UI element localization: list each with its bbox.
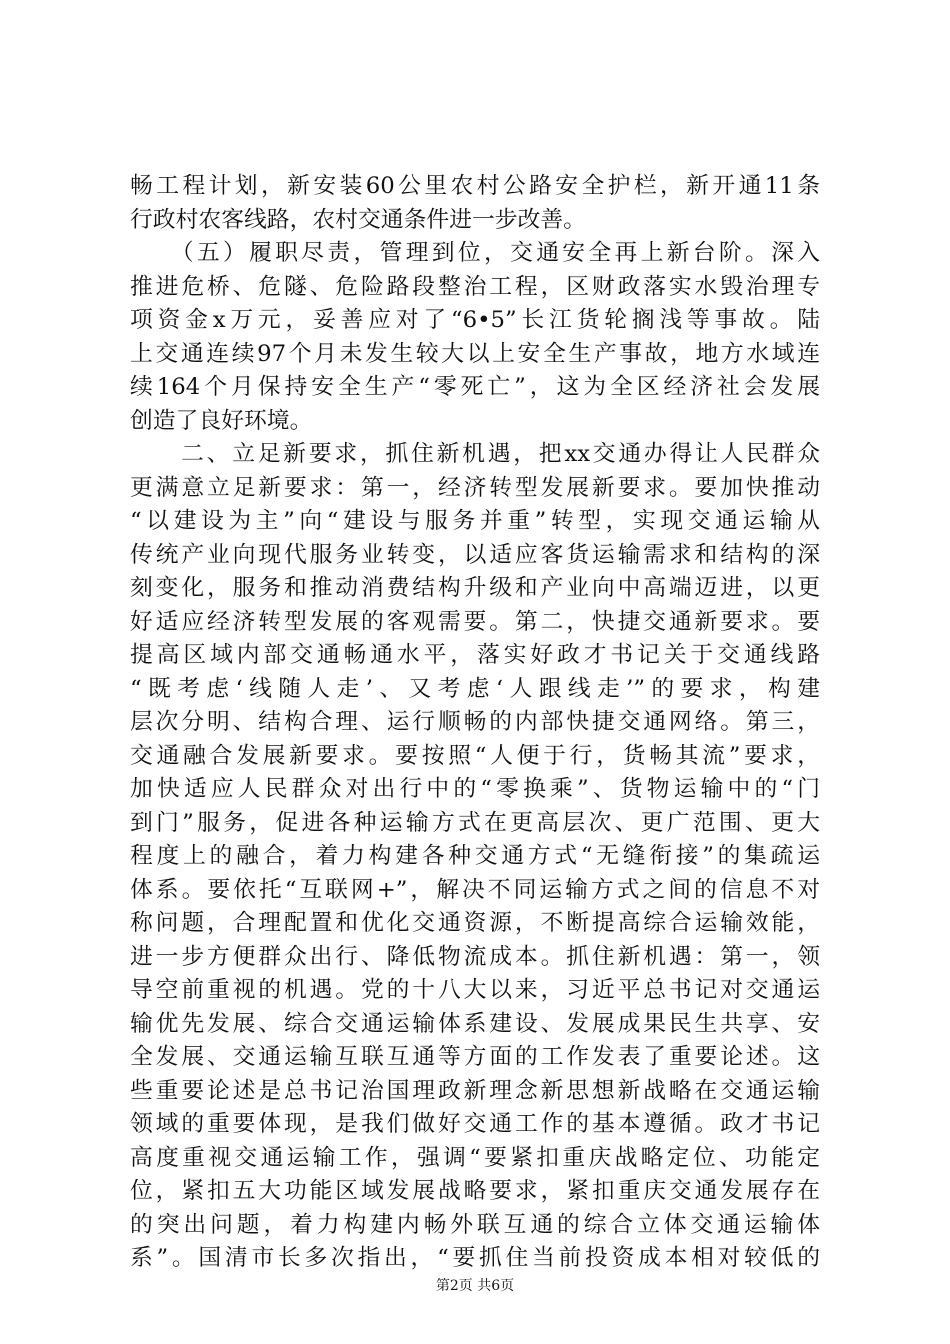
text-line: 称问题，合理配置和优化交通资源，不断提高综合运输效能， [130,910,820,936]
text-line: 高度重视交通运输工作，强调“要紧扣重庆战略定位、功能定 [130,1144,820,1171]
text-line: 二、立足新要求，抓住新机遇，把xx交通办得让人民群众 [130,441,820,467]
text-line: 到门”服务，促进各种运输方式在更高层次、更广范围、更大 [130,809,820,836]
text-line: 加快适应人民群众对出行中的“零换乘”、货物运输中的“门 [130,776,820,802]
text-line: 程度上的融合，着力构建各种交通方式“无缝衔接”的集疏运 [130,843,820,869]
text-line: 畅工程计划，新安装60公里农村公路安全护栏，新开通11条 [130,173,820,199]
text-line: 些重要论述是总书记治国理政新理念新思想新战略在交通运输 [130,1077,820,1104]
text-line: 的突出问题，着力构建内畅外联互通的综合立体交通运输体 [130,1211,820,1238]
text-line: 层次分明、结构合理、运行顺畅的内部快捷交通网络。第三， [130,709,820,735]
text-line: “以建设为主”向“建设与服务并重”转型，实现交通运输从 [130,508,820,534]
text-line: 上交通连续97个月未发生较大以上安全生产事故，地方水域连 [130,340,820,367]
text-line: 刻变化，服务和推动消费结构升级和产业向中高端迈进，以更 [130,575,820,601]
page-footer [0,1276,950,1296]
text-line: （五）履职尽责，管理到位，交通安全再上新台阶。深入 [130,240,820,266]
text-line: 好适应经济转型发展的客观需要。第二，快捷交通新要求。要 [130,608,820,635]
text-line: 提高区域内部交通畅通水平，落实好政才书记关于交通线路 [130,642,820,668]
text-line: 交通融合发展新要求。要按照“人便于行，货畅其流”要求， [130,742,820,769]
page-number: 第2页 共6页 [435,1278,515,1294]
text-line: 系”。国清市长多次指出，“要抓住当前投资成本相对较低的 [130,1245,820,1271]
text-line: 行政村农客线路，农村交通条件进一步改善。 [130,206,586,233]
text-line: 创造了良好环境。 [130,407,313,434]
text-line: 位，紧扣五大功能区域发展战略要求，紧扣重庆交通发展存在 [130,1178,820,1204]
document-body [130,170,820,1276]
text-line: 领域的重要体现，是我们做好交通工作的基本遵循。政才书记 [130,1111,820,1137]
text-line: 传统产业向现代服务业转变，以适应客货运输需求和结构的深 [130,541,820,568]
text-line: 项资金x万元，妥善应对了“6•5”长江货轮搁浅等事故。陆 [130,307,820,333]
text-line: 输优先发展、综合交通运输体系建设、发展成果民生共享、安 [130,1010,820,1037]
text-line: 进一步方便群众出行、降低物流成本。抓住新机遇：第一，领 [130,943,820,970]
text-line: 推进危桥、危隧、危险路段整治工程，区财政落实水毁治理专 [130,273,820,300]
text-line: “既考虑‘线随人走’、又考虑‘人跟线走’”的要求，构建 [130,675,820,702]
text-line: 体系。要依托“互联网+”，解决不同运输方式之间的信息不对 [130,876,820,903]
text-line: 导空前重视的机遇。党的十八大以来，习近平总书记对交通运 [130,977,820,1003]
text-line: 全发展、交通运输互联互通等方面的工作发表了重要论述。这 [130,1044,820,1070]
text-line: 更满意立足新要求：第一，经济转型发展新要求。要加快推动 [130,474,820,501]
text-line: 续164个月保持安全生产“零死亡”，这为全区经济社会发展 [130,374,820,400]
